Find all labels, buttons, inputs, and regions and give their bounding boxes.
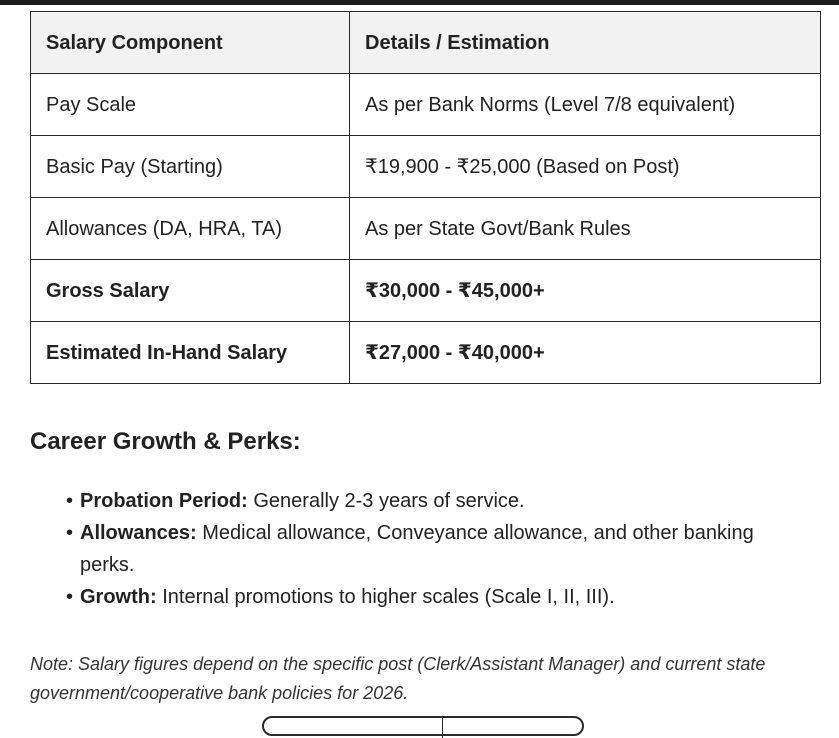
cell-details: ₹30,000 - ₹45,000+ [350,260,821,322]
item-label: Allowances: [80,522,197,544]
table-row [31,322,821,384]
item-text: Medical allowance, Conveyance allowance, and other banking perks. [80,522,754,576]
perks-list [66,485,786,613]
share-button-group[interactable] [262,716,584,736]
item-label: Probation Period: [80,490,248,512]
cell-component: Estimated In-Hand Salary [31,322,350,384]
salary-note: Note: Salary figures depend on the specific post (Clerk/Assistant Manager) and current state government/cooperative bank policies for 2026. [30,654,766,703]
cell-component: Allowances (DA, HRA, TA) [31,198,350,260]
list-item [66,581,786,613]
item-label: Growth: [80,586,157,608]
table-row [31,74,821,136]
table-row [31,198,821,260]
table-row [31,136,821,198]
section-title: Career Growth & Perks: [30,428,301,455]
top-bar [0,0,839,5]
button-divider [442,718,443,738]
cell-details: As per State Govt/Bank Rules [350,198,821,260]
table-row [31,260,821,322]
item-text: Internal promotions to higher scales (Scale I, II, III). [156,586,615,608]
cell-component: Gross Salary [31,260,350,322]
list-item [66,517,786,581]
salary-table [30,11,821,384]
table-header-row [31,12,821,74]
cell-details: ₹27,000 - ₹40,000+ [350,322,821,384]
cell-details: As per Bank Norms (Level 7/8 equivalent) [350,74,821,136]
list-item [66,485,786,517]
cell-details: ₹19,900 - ₹25,000 (Based on Post) [350,136,821,198]
cell-component: Basic Pay (Starting) [31,136,350,198]
column-header-component: Salary Component [31,12,350,74]
item-text: Generally 2-3 years of service. [247,490,525,512]
cell-component: Pay Scale [31,74,350,136]
column-header-details: Details / Estimation [350,12,821,74]
